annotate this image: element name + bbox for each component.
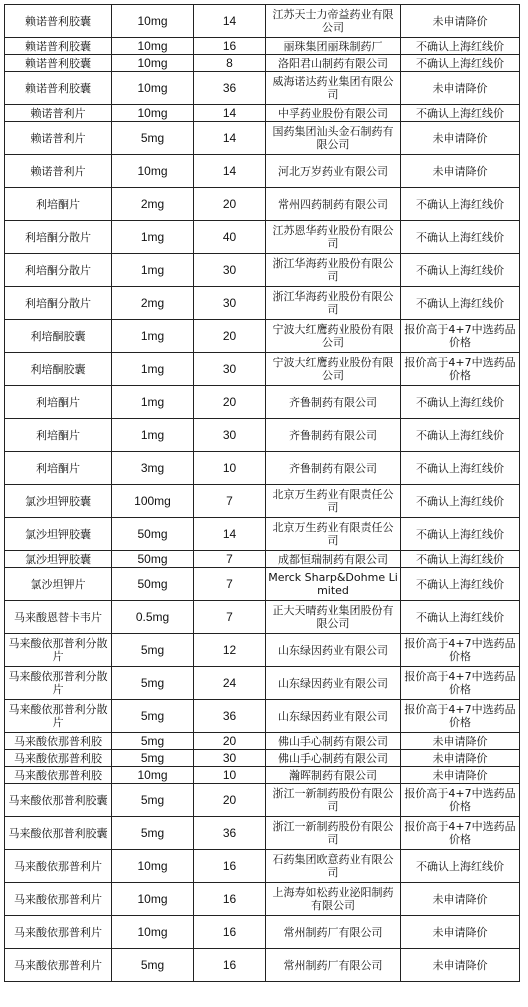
cell-status: 未申请降价 <box>401 916 520 949</box>
cell-name: 马来酸依那普利分散片 <box>5 634 112 667</box>
cell-company: 宁波大红鹰药业股份有限公司 <box>266 320 401 353</box>
cell-dose: 1mg <box>112 353 194 386</box>
cell-name: 利培酮片 <box>5 188 112 221</box>
cell-name: 利培酮片 <box>5 452 112 485</box>
cell-status: 不确认上海红线价 <box>401 568 520 601</box>
cell-company: Merck Sharp&Dohme Limited <box>266 568 401 601</box>
cell-status: 未申请降价 <box>401 155 520 188</box>
cell-pack: 14 <box>194 105 266 122</box>
cell-company: 齐鲁制药有限公司 <box>266 386 401 419</box>
cell-company: 中孚药业股份有限公司 <box>266 105 401 122</box>
cell-dose: 10mg <box>112 105 194 122</box>
table-row <box>5 784 520 817</box>
cell-dose: 1mg <box>112 386 194 419</box>
cell-status: 不确认上海红线价 <box>401 419 520 452</box>
cell-pack: 7 <box>194 551 266 568</box>
cell-company: 江苏天士力帝益药业有限公司 <box>266 5 401 38</box>
table-row <box>5 518 520 551</box>
cell-dose: 1mg <box>112 419 194 452</box>
cell-pack: 36 <box>194 700 266 733</box>
cell-pack: 40 <box>194 221 266 254</box>
cell-pack: 16 <box>194 916 266 949</box>
cell-status: 未申请降价 <box>401 72 520 105</box>
cell-company: 佛山手心制药有限公司 <box>266 750 401 767</box>
cell-name: 赖诺普利片 <box>5 155 112 188</box>
cell-dose: 5mg <box>112 733 194 750</box>
table-row <box>5 883 520 916</box>
cell-pack: 7 <box>194 485 266 518</box>
cell-pack: 7 <box>194 568 266 601</box>
cell-name: 马来酸依那普利胶囊 <box>5 784 112 817</box>
cell-company: 瀚晖制药有限公司 <box>266 767 401 784</box>
cell-dose: 5mg <box>112 122 194 155</box>
cell-status: 不确认上海红线价 <box>401 452 520 485</box>
table-row <box>5 850 520 883</box>
cell-pack: 14 <box>194 518 266 551</box>
cell-name: 赖诺普利胶囊 <box>5 55 112 72</box>
cell-status: 报价高于4+7中选药品价格 <box>401 667 520 700</box>
cell-name: 马来酸依那普利片 <box>5 949 112 982</box>
cell-name: 赖诺普利胶囊 <box>5 72 112 105</box>
cell-name: 利培酮胶囊 <box>5 353 112 386</box>
cell-pack: 16 <box>194 949 266 982</box>
cell-name: 氯沙坦钾片 <box>5 568 112 601</box>
cell-company: 国药集团汕头金石制药有限公司 <box>266 122 401 155</box>
cell-name: 马来酸依那普利胶 <box>5 767 112 784</box>
table-row <box>5 817 520 850</box>
cell-name: 利培酮分散片 <box>5 287 112 320</box>
cell-pack: 30 <box>194 254 266 287</box>
cell-dose: 0.5mg <box>112 601 194 634</box>
cell-name: 马来酸依那普利片 <box>5 850 112 883</box>
cell-name: 马来酸依那普利胶 <box>5 750 112 767</box>
table-row <box>5 733 520 750</box>
cell-company: 上海寿如松药业泌阳制药有限公司 <box>266 883 401 916</box>
cell-name: 马来酸恩替卡韦片 <box>5 601 112 634</box>
table-row <box>5 5 520 38</box>
cell-dose: 2mg <box>112 287 194 320</box>
cell-pack: 30 <box>194 750 266 767</box>
table-row <box>5 767 520 784</box>
table-row <box>5 122 520 155</box>
table-row <box>5 188 520 221</box>
cell-name: 利培酮分散片 <box>5 254 112 287</box>
cell-dose: 1mg <box>112 320 194 353</box>
cell-name: 利培酮片 <box>5 386 112 419</box>
cell-name: 马来酸依那普利分散片 <box>5 667 112 700</box>
drug-price-table <box>4 4 520 982</box>
cell-status: 报价高于4+7中选药品价格 <box>401 784 520 817</box>
cell-pack: 14 <box>194 122 266 155</box>
cell-name: 赖诺普利胶囊 <box>5 5 112 38</box>
cell-dose: 5mg <box>112 784 194 817</box>
cell-company: 佛山手心制药有限公司 <box>266 733 401 750</box>
cell-dose: 10mg <box>112 155 194 188</box>
cell-name: 利培酮胶囊 <box>5 320 112 353</box>
cell-dose: 5mg <box>112 700 194 733</box>
cell-name: 氯沙坦钾胶囊 <box>5 551 112 568</box>
cell-pack: 20 <box>194 784 266 817</box>
table-row <box>5 551 520 568</box>
table-row <box>5 72 520 105</box>
cell-company: 河北万岁药业有限公司 <box>266 155 401 188</box>
cell-pack: 30 <box>194 419 266 452</box>
cell-dose: 10mg <box>112 5 194 38</box>
cell-name: 马来酸依那普利片 <box>5 916 112 949</box>
table-row <box>5 221 520 254</box>
cell-pack: 12 <box>194 634 266 667</box>
cell-company: 石药集团欧意药业有限公司 <box>266 850 401 883</box>
cell-pack: 10 <box>194 452 266 485</box>
cell-name: 赖诺普利胶囊 <box>5 38 112 55</box>
cell-company: 浙江华海药业股份有限公司 <box>266 287 401 320</box>
cell-dose: 5mg <box>112 949 194 982</box>
cell-dose: 5mg <box>112 817 194 850</box>
cell-pack: 16 <box>194 850 266 883</box>
cell-company: 浙江一新制药股份有限公司 <box>266 817 401 850</box>
table-row <box>5 601 520 634</box>
table-row <box>5 386 520 419</box>
cell-name: 马来酸依那普利胶 <box>5 733 112 750</box>
cell-status: 不确认上海红线价 <box>401 551 520 568</box>
cell-pack: 36 <box>194 817 266 850</box>
cell-dose: 3mg <box>112 452 194 485</box>
cell-pack: 20 <box>194 733 266 750</box>
cell-company: 齐鲁制药有限公司 <box>266 452 401 485</box>
cell-pack: 8 <box>194 55 266 72</box>
cell-pack: 30 <box>194 353 266 386</box>
cell-status: 不确认上海红线价 <box>401 601 520 634</box>
cell-pack: 24 <box>194 667 266 700</box>
cell-company: 山东绿因药业有限公司 <box>266 700 401 733</box>
cell-dose: 5mg <box>112 634 194 667</box>
table-row <box>5 750 520 767</box>
table-row <box>5 568 520 601</box>
table-row <box>5 287 520 320</box>
cell-status: 不确认上海红线价 <box>401 485 520 518</box>
cell-status: 未申请降价 <box>401 883 520 916</box>
cell-dose: 10mg <box>112 55 194 72</box>
cell-company: 浙江一新制药股份有限公司 <box>266 784 401 817</box>
cell-pack: 20 <box>194 188 266 221</box>
cell-company: 常州制药厂有限公司 <box>266 949 401 982</box>
cell-dose: 10mg <box>112 850 194 883</box>
cell-pack: 16 <box>194 883 266 916</box>
table-row <box>5 949 520 982</box>
table-body <box>5 5 520 982</box>
cell-dose: 1mg <box>112 221 194 254</box>
cell-pack: 30 <box>194 287 266 320</box>
cell-status: 报价高于4+7中选药品价格 <box>401 700 520 733</box>
cell-dose: 50mg <box>112 568 194 601</box>
cell-status: 不确认上海红线价 <box>401 38 520 55</box>
table-row <box>5 55 520 72</box>
cell-company: 宁波大红鹰药业股份有限公司 <box>266 353 401 386</box>
cell-company: 常州制药厂有限公司 <box>266 916 401 949</box>
cell-name: 氯沙坦钾胶囊 <box>5 485 112 518</box>
cell-name: 利培酮分散片 <box>5 221 112 254</box>
cell-dose: 2mg <box>112 188 194 221</box>
cell-dose: 10mg <box>112 38 194 55</box>
cell-name: 赖诺普利片 <box>5 105 112 122</box>
cell-pack: 14 <box>194 5 266 38</box>
cell-dose: 10mg <box>112 72 194 105</box>
cell-dose: 100mg <box>112 485 194 518</box>
table-row <box>5 485 520 518</box>
cell-name: 马来酸依那普利片 <box>5 883 112 916</box>
table-row <box>5 634 520 667</box>
cell-status: 未申请降价 <box>401 733 520 750</box>
cell-status: 不确认上海红线价 <box>401 850 520 883</box>
cell-company: 齐鲁制药有限公司 <box>266 419 401 452</box>
cell-name: 利培酮片 <box>5 419 112 452</box>
cell-dose: 10mg <box>112 916 194 949</box>
cell-name: 马来酸依那普利胶囊 <box>5 817 112 850</box>
cell-status: 不确认上海红线价 <box>401 287 520 320</box>
cell-status: 不确认上海红线价 <box>401 254 520 287</box>
table-row <box>5 667 520 700</box>
cell-dose: 50mg <box>112 551 194 568</box>
cell-company: 北京万生药业有限责任公司 <box>266 485 401 518</box>
cell-company: 洛阳君山制药有限公司 <box>266 55 401 72</box>
cell-status: 未申请降价 <box>401 949 520 982</box>
table-row <box>5 105 520 122</box>
table-row <box>5 38 520 55</box>
cell-company: 正大天晴药业集团股份有限公司 <box>266 601 401 634</box>
cell-pack: 14 <box>194 155 266 188</box>
cell-status: 不确认上海红线价 <box>401 386 520 419</box>
cell-name: 马来酸依那普利分散片 <box>5 700 112 733</box>
cell-pack: 7 <box>194 601 266 634</box>
table-row <box>5 254 520 287</box>
cell-company: 威海诺达药业集团有限公司 <box>266 72 401 105</box>
cell-status: 不确认上海红线价 <box>401 221 520 254</box>
cell-status: 报价高于4+7中选药品价格 <box>401 353 520 386</box>
cell-status: 报价高于4+7中选药品价格 <box>401 320 520 353</box>
cell-dose: 50mg <box>112 518 194 551</box>
cell-company: 北京万生药业有限责任公司 <box>266 518 401 551</box>
cell-status: 报价高于4+7中选药品价格 <box>401 634 520 667</box>
cell-name: 赖诺普利片 <box>5 122 112 155</box>
cell-company: 山东绿因药业有限公司 <box>266 634 401 667</box>
table-row <box>5 353 520 386</box>
cell-company: 成都恒瑞制药有限公司 <box>266 551 401 568</box>
cell-status: 未申请降价 <box>401 122 520 155</box>
cell-dose: 5mg <box>112 750 194 767</box>
table-row <box>5 452 520 485</box>
cell-company: 丽珠集团丽珠制药厂 <box>266 38 401 55</box>
table-row <box>5 155 520 188</box>
cell-company: 常州四药制药有限公司 <box>266 188 401 221</box>
table-row <box>5 419 520 452</box>
cell-status: 不确认上海红线价 <box>401 55 520 72</box>
cell-pack: 20 <box>194 386 266 419</box>
cell-status: 报价高于4+7中选药品价格 <box>401 817 520 850</box>
cell-name: 氯沙坦钾胶囊 <box>5 518 112 551</box>
cell-dose: 1mg <box>112 254 194 287</box>
cell-pack: 20 <box>194 320 266 353</box>
table-row <box>5 320 520 353</box>
cell-status: 不确认上海红线价 <box>401 188 520 221</box>
cell-company: 浙江华海药业股份有限公司 <box>266 254 401 287</box>
cell-dose: 5mg <box>112 667 194 700</box>
cell-status: 未申请降价 <box>401 767 520 784</box>
cell-pack: 16 <box>194 38 266 55</box>
table-row <box>5 916 520 949</box>
cell-status: 不确认上海红线价 <box>401 105 520 122</box>
cell-company: 江苏恩华药业股份有限公司 <box>266 221 401 254</box>
cell-dose: 10mg <box>112 767 194 784</box>
cell-dose: 10mg <box>112 883 194 916</box>
table-row <box>5 700 520 733</box>
cell-pack: 36 <box>194 72 266 105</box>
cell-company: 山东绿因药业有限公司 <box>266 667 401 700</box>
cell-status: 未申请降价 <box>401 5 520 38</box>
cell-pack: 10 <box>194 767 266 784</box>
cell-status: 未申请降价 <box>401 750 520 767</box>
cell-status: 不确认上海红线价 <box>401 518 520 551</box>
